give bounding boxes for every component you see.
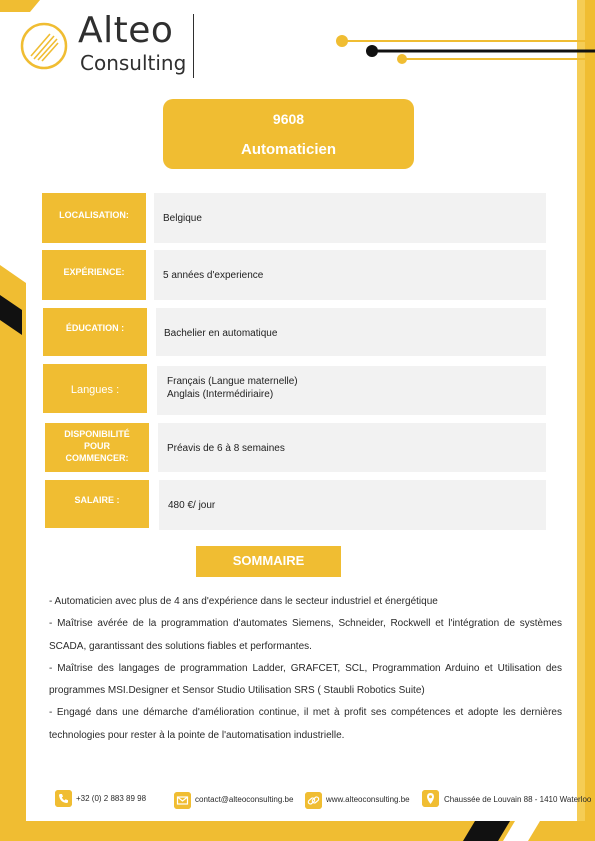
- summary-text: [49, 591, 562, 747]
- value-salary: 480 €/ jour: [159, 480, 546, 530]
- phone-icon: [55, 790, 72, 807]
- logo-brand-name: Alteo: [78, 10, 174, 51]
- footer-address: Chaussée de Louvain 88 - 1410 Waterloo: [444, 795, 592, 804]
- summary-item: - Engagé dans une démarche d'amélioration continue, il met à profit ses compétences et adopte les dernières technologies pour rester à la pointe de l'automatisation industrielle.: [49, 707, 562, 741]
- job-title: Automaticien: [240, 141, 336, 158]
- logo-divider: [193, 14, 194, 78]
- top-left-accent-bar: [0, 0, 40, 12]
- summary-item: - Automaticien avec plus de 4 ans d'expérience dans le secteur industriel et énergétique: [49, 596, 438, 607]
- location-pin-icon: [422, 790, 439, 807]
- value-location: Belgique: [154, 193, 546, 243]
- label-education: ÉDUCATION :: [43, 308, 147, 356]
- footer-website: www.alteoconsulting.be: [326, 795, 410, 804]
- label-location: LOCALISATION:: [42, 193, 146, 243]
- footer-phone: +32 (0) 2 883 89 98: [76, 794, 147, 803]
- header-decorative-lines: [330, 32, 595, 66]
- value-languages: Français (Langue maternelle) Anglais (Intermédiriaire): [157, 366, 546, 415]
- right-accent-border: [577, 0, 595, 841]
- link-icon: [305, 792, 322, 809]
- value-experience: 5 années d'experience: [154, 250, 546, 300]
- job-title-card: [163, 99, 414, 169]
- email-icon: [174, 792, 191, 809]
- summary-item: - Maîtrise des langages de programmation Ladder, GRAFCET, SCL, Programmation Arduino et Utilisation des programmes MSI.Designer et Sensor Studio Utilisation SRS ( Staubli Robotics Suite): [49, 662, 562, 697]
- value-education: Bachelier en automatique: [156, 308, 546, 356]
- summary-item: - Maîtrise avérée de la programmation d'automates Siemens, Schneider, Rockwell et l'intégration de systèmes SCADA, garantissant des solutions fiables et performantes.: [49, 618, 562, 652]
- bottom-accent-border: [0, 813, 595, 841]
- label-availability: DISPONIBILITÉ POUR COMMENCER:: [45, 423, 149, 472]
- logo-brand-sub: Consulting: [80, 51, 187, 75]
- label-salary: SALAIRE :: [45, 480, 149, 528]
- value-availability: Préavis de 6 à 8 semaines: [158, 423, 546, 472]
- footer-email: contact@alteoconsulting.be: [195, 795, 294, 804]
- job-id: 9608: [272, 111, 305, 127]
- label-experience: EXPÉRIENCE:: [42, 250, 146, 300]
- label-languages: Langues :: [43, 364, 147, 413]
- logo-mark-icon: [20, 22, 68, 70]
- left-accent-stripes: [0, 265, 26, 825]
- summary-heading: SOMMAIRE: [196, 546, 341, 577]
